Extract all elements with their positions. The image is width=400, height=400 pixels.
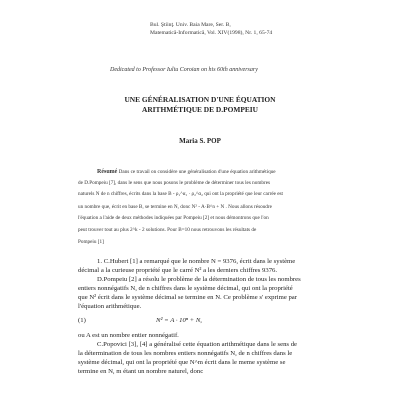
body-line: l'équation arithmétique. [78, 303, 142, 310]
body-line: C.Popovici [3], [4] a généralisé cette équation arithmétique dans le sens de [97, 341, 298, 348]
abstract-line: Dans ce travail on considère une généralisation d'une équation arithmétique [118, 169, 276, 175]
abstract-line: naturels N de n chiffres, écrits dans la base B - ρ₁^α₁ · ρ₂^α₂ qui ont la propriété que leur carrée est [78, 191, 283, 197]
abstract-line: un nombre que, écrit en base B, se termine en N, donc N² - A·B^n + N . Nous allons résoudre [78, 204, 272, 210]
abstract-line: de D.Pompeiu [7], dans le sens que nous posons le problème de déterminer tous les nombres [78, 180, 271, 186]
body-line: la détermination de tous les nombres entiers nonnégatifs N, de n chiffres dans le [78, 350, 293, 357]
body-line: D.Pompeiu [2] a résolu le problème de la détermination de tous les nombres [97, 276, 301, 283]
equation-number: (1) [78, 317, 86, 324]
body-line: 1. C.Hubert [1] a remarqué que le nombre N = 9376, écrit dans le système [97, 258, 296, 265]
abstract-lead: Résumé [97, 169, 118, 175]
paper-title-line-2: ARITHMÉTIQUE DE D.POMPEIU [142, 105, 258, 114]
dedication: Dedicated to Professor Iuliu Coroian on his 60th anniversary [110, 67, 258, 73]
abstract-line: l'équation a l'aide de deux méthodes indiquées par Pompeiu [2] et nous démontrons que l'on [78, 215, 269, 221]
body-line: entiers nonnégatifs N, de n chiffres dans le système décimal, qui ont la propriété [78, 285, 293, 292]
body-line: termine en N, m étant un nombre naturel, donc [78, 368, 204, 375]
author-name: Maria S. POP [179, 137, 221, 145]
body-line: système décimal, qui ont la propriété que N^m écrit dans le meme système se [78, 359, 286, 366]
abstract-line: peut trouver tout au plus 2^k - 2 solutions. Pour B=10 nous retrouvons les résultats de [78, 227, 257, 233]
body-line: que N² écrit dans le système décimal se termine en N. Ce problème s' exprime par [78, 294, 297, 301]
paper-title-line-1: UNE GÉNÉRALISATION D'UNE ÉQUATION [124, 95, 276, 104]
body-line: ou A est un nombre entier nonnégatif. [78, 332, 179, 339]
journal-header-line-1: Bul. Ştiinţ. Univ. Baia Mare, Ser. B, [150, 22, 231, 28]
body-line: décimal a la curieuse propriété que le carré N² a les derniers chiffres 9376. [78, 267, 278, 274]
abstract-line: Pompeiu [1] [78, 239, 104, 245]
journal-header-line-2: Matematică-Informatică, Vol. XIV(1998), Nr. 1, 65-74 [150, 30, 273, 36]
equation: N² = A · 10ⁿ + N, [156, 317, 202, 324]
